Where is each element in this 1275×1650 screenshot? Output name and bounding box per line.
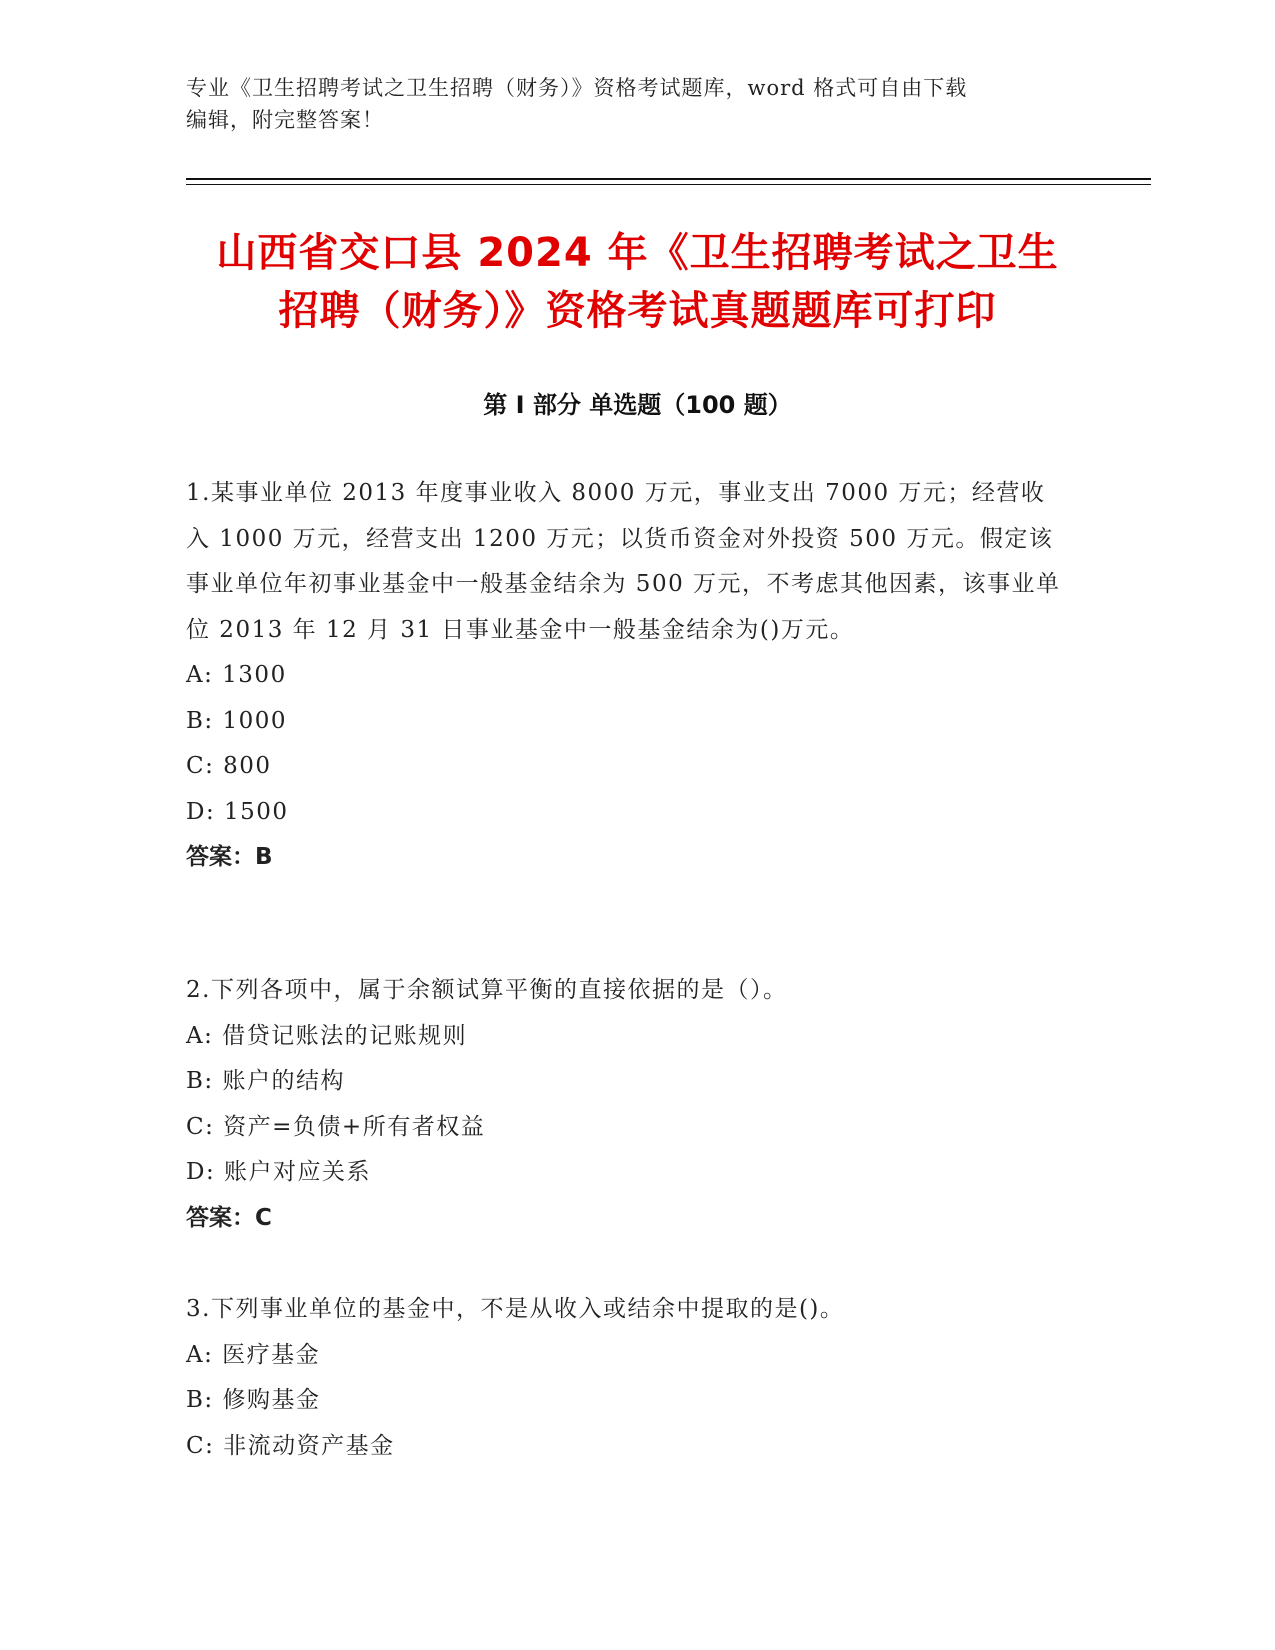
title-line-2: 招聘（财务）》资格考试真题题库可打印 [278, 288, 997, 334]
option-a: A: 借贷记账法的记账规则 [186, 1022, 468, 1049]
question-stem: 2.下列各项中，属于余额试算平衡的直接依据的是（）。 [186, 977, 788, 1003]
question-3 [186, 1287, 1066, 1469]
option-c: C: 资产=负债+所有者权益 [186, 1113, 486, 1140]
header-divider-thick [186, 178, 1151, 180]
title-line-1: 山西省交口县 2024 年《卫生招聘考试之卫生 [216, 230, 1059, 276]
question-stem: 3.下列事业单位的基金中，不是从收入或结余中提取的是()。 [186, 1296, 845, 1322]
option-c: C: 非流动资产基金 [186, 1432, 395, 1459]
option-a: A: 1300 [186, 662, 287, 688]
section-heading: 第 I 部分 单选题（100 题） [483, 391, 792, 419]
header-line-2: 编辑，附完整答案！ [186, 108, 384, 132]
option-a: A: 医疗基金 [186, 1341, 321, 1368]
question-stem: 1.某事业单位 2013 年度事业收入 8000 万元，事业支出 7000 万元；经营收入 1000 万元，经营支出 1200 万元；以货币资金对外投资 500 万元。假定该事业单位年初事业基金中一般基金结余为 500 万元，不考虑其他因素，该事业单位 2013 年 12 月 31 日事业基金中一般基金结余为()万元。 [186, 480, 1061, 643]
option-d: D: 1500 [186, 798, 289, 825]
question-2 [186, 968, 1066, 1241]
document-header [186, 72, 1066, 136]
header-line-1: 专业《卫生招聘考试之卫生招聘（财务）》资格考试题库，word 格式可自由下载 [186, 76, 968, 100]
option-b: B: 1000 [186, 707, 287, 734]
option-b: B: 修购基金 [186, 1387, 321, 1413]
answer: 答案：C [186, 1204, 272, 1231]
option-c: C: 800 [186, 753, 272, 779]
header-divider-thin [186, 184, 1151, 185]
option-b: B: 账户的结构 [186, 1068, 345, 1094]
document-title [150, 224, 1125, 340]
option-d: D: 账户对应关系 [186, 1159, 372, 1185]
question-1 [186, 471, 1066, 881]
answer: 答案：B [186, 844, 273, 870]
